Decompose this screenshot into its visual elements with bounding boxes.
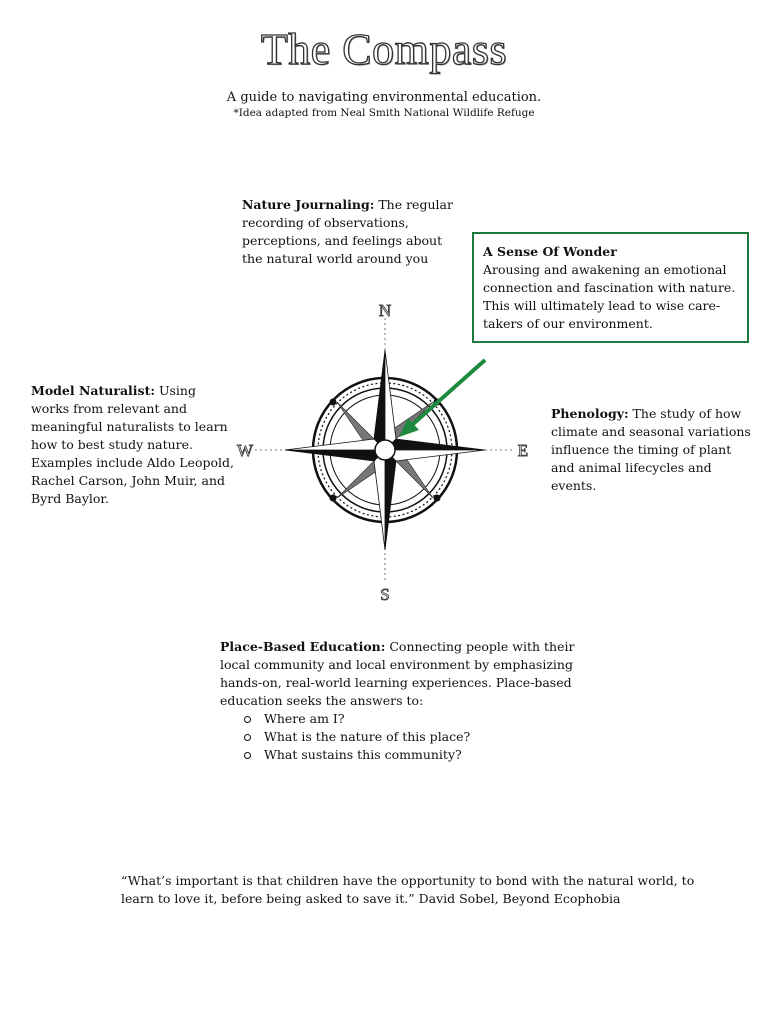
model-naturalist-text: Using works from relevant and meaningful naturalists to learn how to best study nature. Examples include Aldo Leopold, Rachel Carson, John Muir, and Byrd Baylor.: [31, 383, 234, 506]
model-naturalist-section: [31, 382, 236, 508]
page-subtitle: A guide to navigating environmental education.: [226, 90, 542, 105]
list-item: What is the nature of this place?: [244, 728, 580, 746]
place-based-heading: Place-Based Education:: [220, 639, 386, 654]
model-naturalist-heading: Model Naturalist:: [31, 383, 155, 398]
compass-east-label: E: [517, 441, 529, 460]
nature-journaling-heading: Nature Journaling:: [242, 197, 375, 212]
compass-west-label: W: [236, 441, 254, 460]
page-title: The Compass: [260, 25, 508, 74]
phenology-text: The study of how climate and seasonal variations influence the timing of plant and animal lifecycles and events.: [551, 406, 751, 493]
compass-rose-icon: [225, 290, 545, 610]
place-based-education-section: [220, 638, 580, 764]
bullet-icon: [244, 716, 251, 723]
nature-journaling-section: [242, 196, 457, 268]
attribution-note: *Idea adapted from Neal Smith National Wildlife Refuge: [233, 107, 535, 119]
phenology-heading: Phenology:: [551, 406, 629, 421]
compass-south-label: S: [380, 585, 390, 604]
list-item: What sustains this community?: [244, 746, 580, 764]
sense-of-wonder-text: Arousing and awakening an emotional connection and fascination with nature. This will ultimately lead to wise care-takers of our environment.: [483, 262, 736, 331]
list-item: Where am I?: [244, 710, 580, 728]
compass-north-label: N: [378, 301, 392, 320]
place-based-text: Connecting people with their local community and local environment by emphasizing hands-on, real-world learning experiences. Place-based education seeks the answers to:: [220, 639, 575, 708]
sense-of-wonder-heading: A Sense Of Wonder: [483, 244, 617, 259]
closing-quote: “What’s important is that children have the opportunity to bond with the natural world, to learn to love it, before being asked to save it.” David Sobel, Beyond Ecophobia: [121, 873, 695, 906]
bullet-icon: [244, 752, 251, 759]
place-based-question-list: [220, 710, 580, 764]
phenology-section: [551, 405, 756, 495]
bullet-icon: [244, 734, 251, 741]
nature-journaling-text: The regular recording of observations, perceptions, and feelings about the natural world around you: [242, 197, 453, 266]
